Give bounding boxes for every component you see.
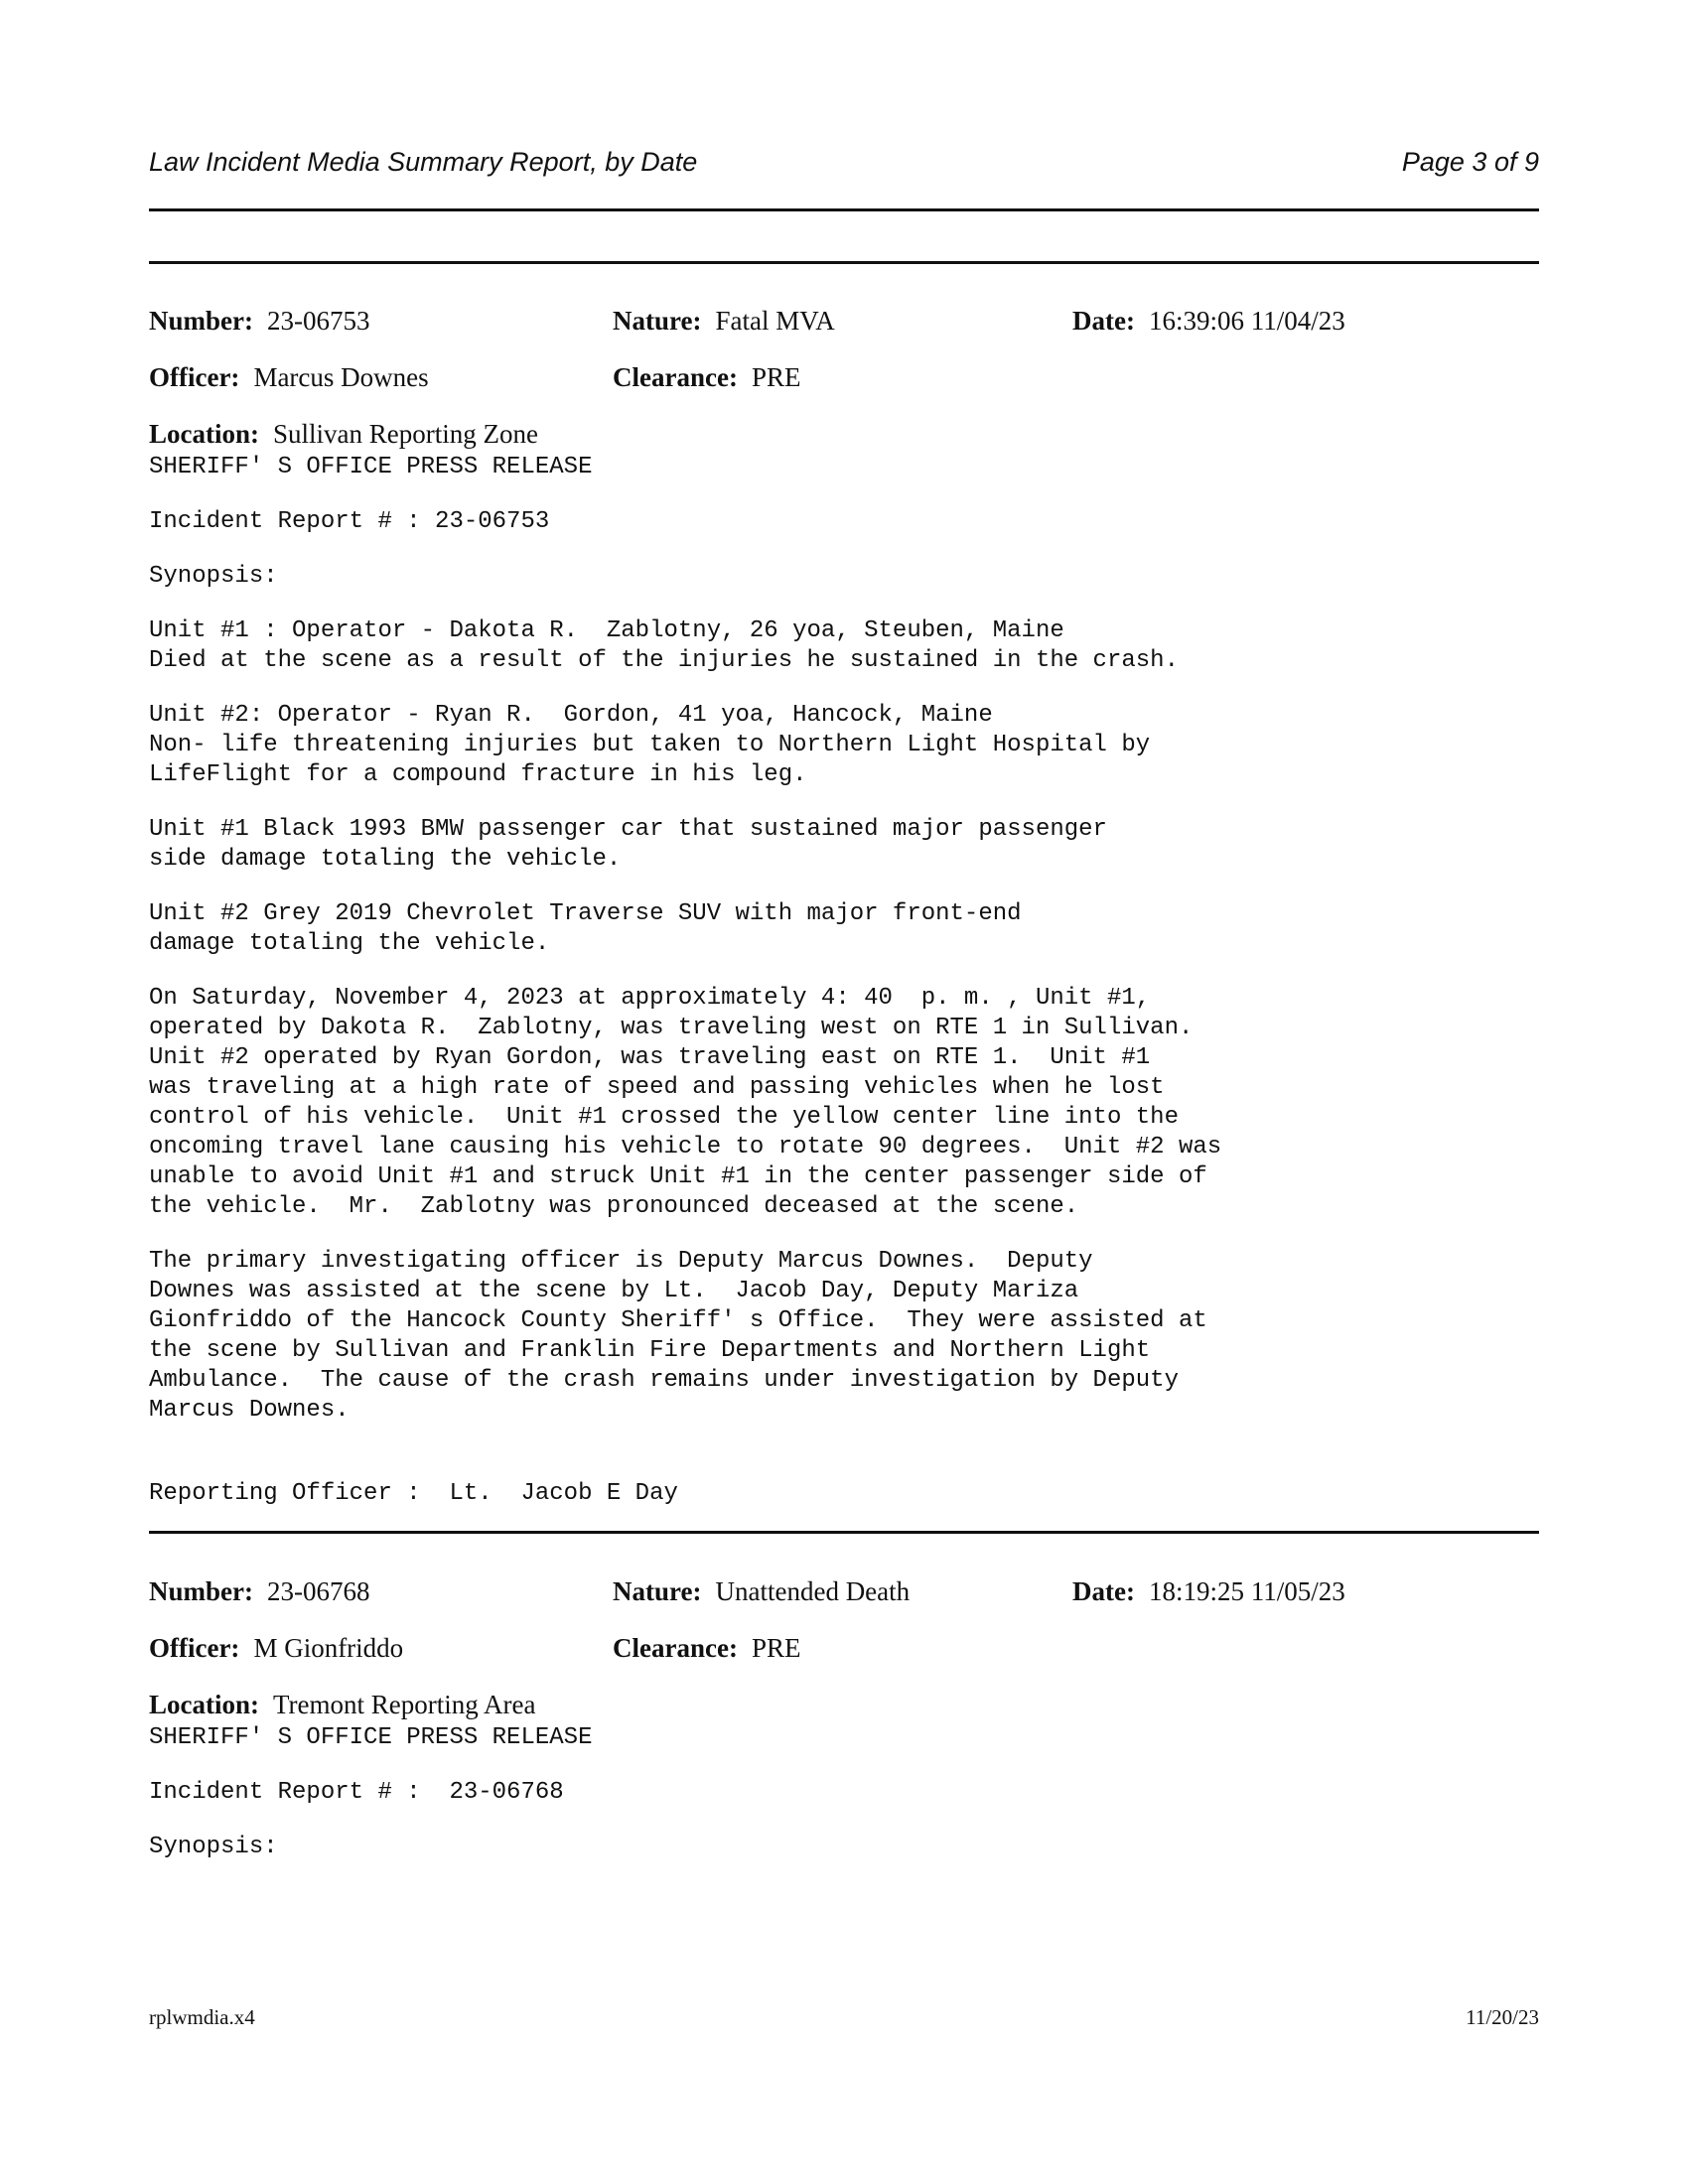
clearance-field [613,362,800,393]
body-paragraph: Unit #2 Grey 2019 Chevrolet Traverse SUV with major front-end damage totaling the vehicle. [149,900,1022,957]
location-label: Location: [149,1690,259,1719]
nature-field [613,1576,910,1607]
nature-label: Nature: [613,306,702,336]
body-paragraph: On Saturday, November 4, 2023 at approximately 4: 40 p. m. , Unit #1, operated by Dakota R. Zablotny, was traveling west on RTE 1 in Sullivan. Unit #2 operated by Ryan Gordon, was traveling east on RTE 1. Unit #1 was traveling at a high rate of speed and passing vehicles when he lost control of his vehicle. Unit #1 crossed the yellow center line into the oncoming travel lane causing his vehicle to rotate 90 degrees. Unit #2 was unable to avoid Unit #1 and struck Unit #1 in the center passenger side of the vehicle. Mr. Zablotny was pronounced deceased at the scene. [149,985,1222,1220]
officer-value: M Gionfriddo [253,1633,404,1663]
body-paragraph: Unit #1 : Operator - Dakota R. Zablotny, 26 yoa, Steuben, Maine Died at the scene as a result of the injuries he sustained in the crash. [149,617,1179,674]
clearance-field [613,1633,800,1664]
body-paragraph: SHERIFF' S OFFICE PRESS RELEASE [149,1724,593,1751]
officer-field [149,362,429,393]
record-meta-row [149,306,1539,362]
number-field [149,306,369,337]
nature-value: Unattended Death [715,1576,911,1606]
record-body [149,1723,1539,1862]
officer-label: Officer: [149,362,240,392]
body-paragraph: Incident Report # : 23-06753 [149,508,550,535]
body-paragraph: SHERIFF' S OFFICE PRESS RELEASE [149,454,593,480]
record-location-row [149,419,1539,453]
record-separator-rule [149,1531,1539,1534]
clearance-value: PRE [751,1633,801,1663]
clearance-label: Clearance: [613,1633,738,1663]
record-meta-row [149,1633,1539,1690]
reporting-officer: Reporting Officer : Lt. Jacob E Day [149,1480,678,1507]
incident-record [149,306,1539,1509]
number-label: Number: [149,306,253,336]
header-rule-bottom [149,261,1539,264]
number-value: 23-06768 [266,1576,370,1606]
location-value: Tremont Reporting Area [273,1690,536,1719]
nature-value: Fatal MVA [715,306,835,336]
date-label: Date: [1072,306,1135,336]
date-value: 18:19:25 11/05/23 [1148,1576,1345,1606]
body-paragraph: The primary investigating officer is Deputy Marcus Downes. Deputy Downes was assisted at the scene by Lt. Jacob Day, Deputy Mariza Gionfriddo of the Hancock County Sheriff' s Office. They were assisted at the scene by Sullivan and Franklin Fire Departments and Northern Light Ambulance. The cause of the crash remains under investigation by Deputy Marcus Downes. [149,1248,1207,1424]
nature-field [613,306,835,337]
clearance-value: PRE [751,362,801,392]
body-paragraph: Synopsis: [149,1834,278,1860]
nature-label: Nature: [613,1576,702,1606]
body-paragraph: Synopsis: [149,563,278,590]
footer-report-code: rplwmdia.x4 [149,2005,255,2029]
incident-record [149,1576,1539,1887]
location-field [149,1690,535,1720]
officer-label: Officer: [149,1633,240,1663]
footer-print-date: 11/20/23 [1466,2005,1539,2029]
body-paragraph: Incident Report # : 23-06768 [149,1779,564,1806]
number-label: Number: [149,1576,253,1606]
body-paragraph: Unit #1 Black 1993 BMW passenger car that sustained major passenger side damage totaling the vehicle. [149,816,1107,873]
record-location-row [149,1690,1539,1723]
body-paragraph: Unit #2: Operator - Ryan R. Gordon, 41 yoa, Hancock, Maine Non- life threatening injuries but taken to Northern Light Hospital by LifeFlight for a compound fracture in his leg. [149,702,1151,788]
date-value: 16:39:06 11/04/23 [1148,306,1345,336]
date-field [1072,306,1345,337]
record-body [149,453,1539,1509]
location-label: Location: [149,419,259,449]
date-field [1072,1576,1345,1607]
number-field [149,1576,369,1607]
record-meta-row [149,1576,1539,1633]
officer-field [149,1633,403,1664]
officer-value: Marcus Downes [253,362,429,392]
report-title: Law Incident Media Summary Report, by Date [149,147,698,177]
record-meta-row [149,362,1539,419]
clearance-label: Clearance: [613,362,738,392]
date-label: Date: [1072,1576,1135,1606]
location-field [149,419,538,450]
location-value: Sullivan Reporting Zone [273,419,538,449]
page-number: Page 3 of 9 [1401,147,1539,177]
header-rule-top [149,208,1539,211]
number-value: 23-06753 [266,306,370,336]
